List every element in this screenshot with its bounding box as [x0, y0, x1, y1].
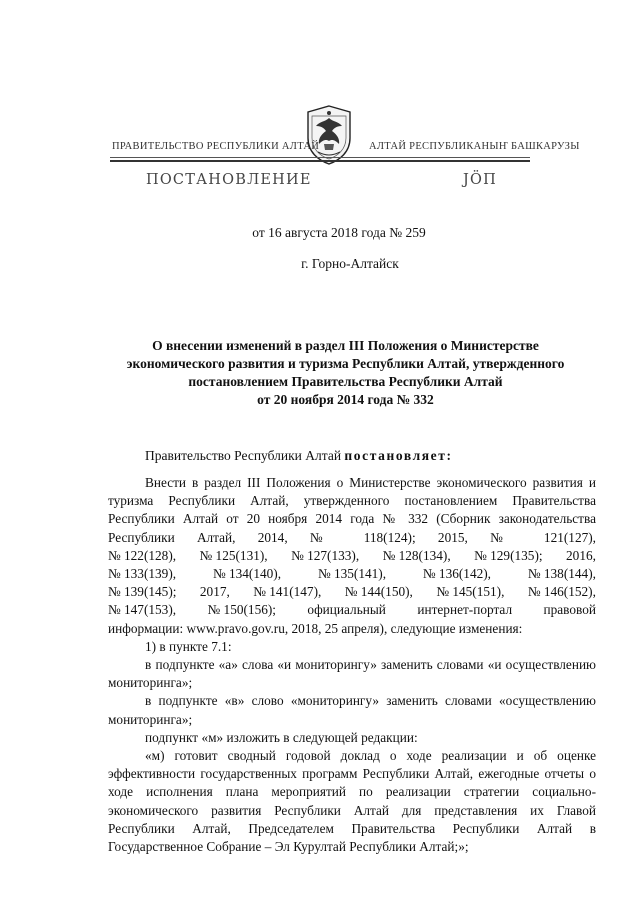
- paragraph-main-start: Внести в раздел III Положения о Министерстве экономического развития и туризма Республики Алтай, утвержденного постановлением Правительства Республики Алтай от 20 ноября 2014 года № 332 (Сборник законодательства Республики Алтай, 2014, № 118(124); 2015, № 121(127),: [108, 475, 596, 545]
- citation-row-1: [108, 547, 596, 565]
- paragraph-subitem-a: в подпункте «а» слова «и мониторингу» заменить словами «и осуществлению мониторинга»;: [108, 657, 596, 691]
- title-line: от 20 ноября 2014 года № 332: [257, 392, 434, 407]
- citation-item: № 128(134),: [382, 547, 451, 563]
- citation-item: № 129(135);: [474, 547, 543, 563]
- paragraph-subitem-v: в подпункте «в» слово «мониторингу» заменить словами «осуществлению мониторинга»;: [108, 693, 596, 727]
- header-divider-thin: [110, 157, 530, 158]
- citation-item: № 134(140),: [212, 566, 282, 582]
- citation-item: № 127(133),: [291, 547, 360, 563]
- paragraph-subitem-m-intro: подпункт «м» изложить в следующей редакции:: [145, 729, 418, 745]
- title-line: постановлением Правительства Республики Алтай: [188, 374, 503, 389]
- title-line: экономического развития и туризма Республики Алтай, утвержденного: [126, 356, 565, 371]
- citation-item: № 136(142),: [422, 566, 491, 582]
- paragraph-main-end: информации: www.pravo.gov.ru, 2018, 25 апреля), следующие изменения:: [108, 620, 523, 636]
- header-right-title: АЛТАЙ РЕСПУБЛИКАНЫҤ БАШКАРУЗЫ: [369, 141, 580, 152]
- citation-item: № 150(156);: [207, 602, 276, 618]
- document-type-altai: ЈӦП: [463, 172, 497, 188]
- citation-item: правовой: [543, 602, 596, 618]
- citation-item: № 146(152),: [527, 584, 596, 600]
- citation-item: 2016,: [566, 547, 596, 563]
- citation-item: № 122(128),: [108, 547, 177, 563]
- resolution-emphasis: постановляет:: [344, 448, 453, 463]
- citation-item: № 125(131),: [199, 547, 268, 563]
- citation-item: № 135(141),: [317, 566, 387, 582]
- citation-item: № 147(153),: [108, 602, 177, 618]
- citation-item: № 133(139),: [108, 566, 177, 582]
- citation-item: интернет-портал: [417, 602, 513, 618]
- document-type: ПОСТАНОВЛЕНИЕ: [146, 172, 312, 188]
- citation-item: № 141(147),: [253, 584, 322, 600]
- citation-item: официальный: [307, 602, 386, 618]
- document-city: г. Горно-Алтайск: [301, 256, 399, 271]
- resolution-phrase: [145, 448, 453, 464]
- citation-item: 2017,: [199, 584, 230, 600]
- citation-item: № 144(150),: [344, 584, 413, 600]
- document-body: [108, 474, 596, 856]
- citation-row-2: [108, 565, 596, 583]
- citation-item: № 138(144),: [527, 566, 596, 582]
- document-date-number: от 16 августа 2018 года № 259: [252, 225, 426, 240]
- citation-row-3: [108, 583, 596, 601]
- paragraph-item-1: 1) в пункте 7.1:: [145, 638, 232, 654]
- document-title: [118, 337, 573, 409]
- header-left-title: ПРАВИТЕЛЬСТВО РЕСПУБЛИКИ АЛТАЙ: [112, 141, 320, 152]
- citation-row-4: [108, 601, 596, 619]
- title-line: О внесении изменений в раздел III Положения о Министерстве: [152, 338, 539, 353]
- resolution-prefix: Правительство Республики Алтай: [145, 448, 342, 463]
- citation-item: № 139(145);: [108, 584, 177, 600]
- header-divider-thick: [110, 160, 530, 162]
- citation-item: № 145(151),: [436, 584, 505, 600]
- paragraph-subitem-m-text: «м) готовит сводный годовой доклад о ходе реализации и об оценке эффективности государственных программ Республики Алтай, ежегодные отчеты о ходе исполнения плана мероприятий по реализации стратегии социально-экономического развития Республики Алтай для представления их Главой Республики Алтай, Председателем Правительства Республики Алтай в Государственное Собрание – Эл Курултай Республики Алтай;»;: [108, 748, 596, 855]
